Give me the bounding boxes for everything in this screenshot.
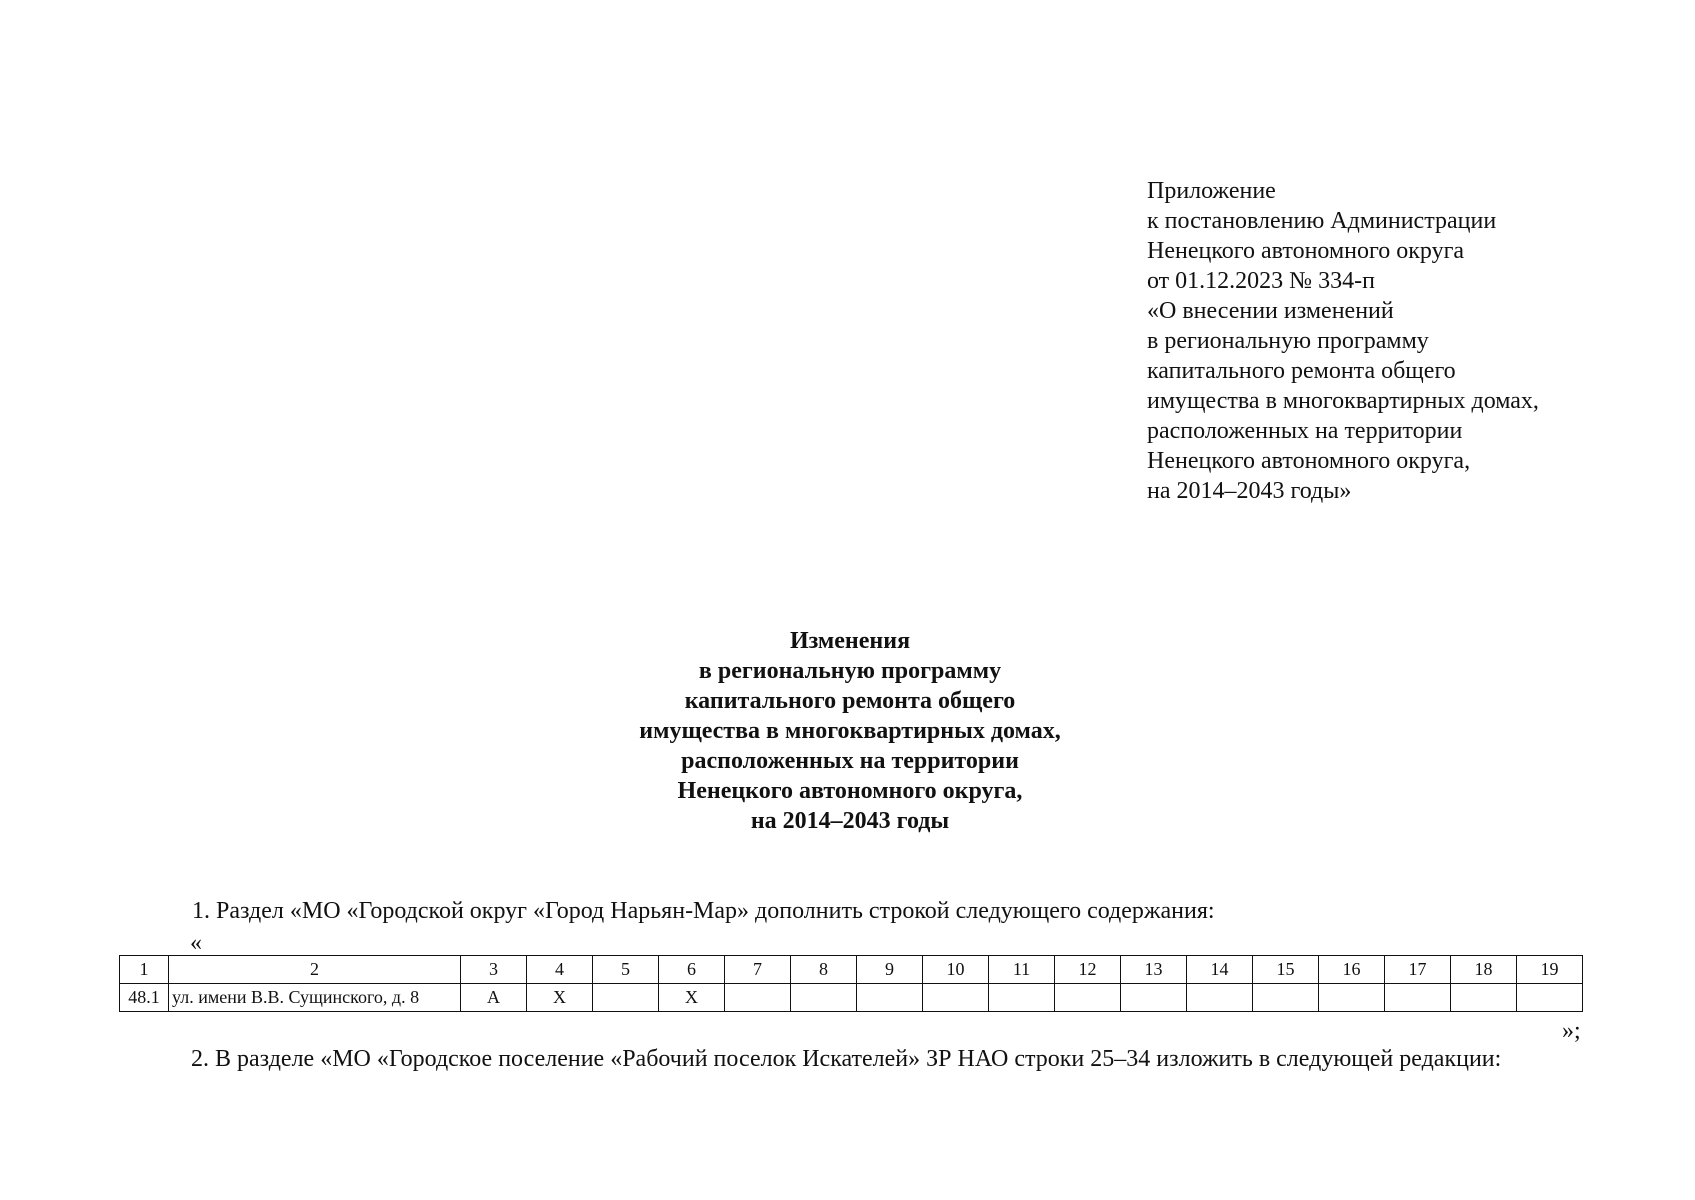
header-cell: 17: [1385, 956, 1451, 984]
appendix-line: капитального ремонта общего: [1147, 358, 1456, 384]
table-cell: Х: [659, 984, 725, 1012]
appendix-line: Приложение: [1147, 178, 1276, 204]
header-cell: 2: [169, 956, 461, 984]
header-cell: 11: [989, 956, 1055, 984]
header-cell: 19: [1517, 956, 1583, 984]
header-cell: 12: [1055, 956, 1121, 984]
header-cell: 14: [1187, 956, 1253, 984]
header-cell: 7: [725, 956, 791, 984]
appendix-line: от 01.12.2023 № 334-п: [1147, 268, 1375, 294]
table-cell: [791, 984, 857, 1012]
title-line: капитального ремонта общего: [684, 688, 1016, 714]
open-quote: «: [190, 930, 202, 956]
title-line: Изменения: [789, 628, 911, 654]
table-cell: [1187, 984, 1253, 1012]
header-cell: 9: [857, 956, 923, 984]
header-cell: 5: [593, 956, 659, 984]
appendix-line: расположенных на территории: [1147, 418, 1463, 444]
appendix-line: Ненецкого автономного округа,: [1147, 448, 1471, 474]
appendix-block: [1147, 176, 1667, 506]
table-cell: [593, 984, 659, 1012]
appendix-line: Ненецкого автономного округа: [1147, 238, 1465, 264]
table-cell: [1319, 984, 1385, 1012]
table-cell: [923, 984, 989, 1012]
header-cell: 10: [923, 956, 989, 984]
table-cell: [1517, 984, 1583, 1012]
table-cell: [1451, 984, 1517, 1012]
table-cell: [1253, 984, 1319, 1012]
address-cell: ул. имени В.В. Сущинского, д. 8: [169, 984, 461, 1012]
close-quote: »;: [1562, 1018, 1581, 1044]
header-cell: 1: [120, 956, 169, 984]
title-line: на 2014–2043 годы: [750, 808, 950, 834]
header-cell: 13: [1121, 956, 1187, 984]
title-line: расположенных на территории: [681, 748, 1019, 774]
table-cell: [1385, 984, 1451, 1012]
appendix-line: к постановлению Администрации: [1147, 208, 1497, 234]
amendment-table: [119, 955, 1583, 1012]
title-line: Ненецкого автономного округа,: [677, 778, 1023, 804]
header-cell: 18: [1451, 956, 1517, 984]
title-line: имущества в многоквартирных домах,: [639, 718, 1061, 744]
appendix-line: на 2014–2043 годы»: [1147, 478, 1352, 504]
header-cell: 8: [791, 956, 857, 984]
table-row: [120, 984, 1583, 1012]
appendix-line: «О внесении изменений: [1147, 298, 1394, 324]
appendix-line: в региональную программу: [1147, 328, 1429, 354]
table-cell: Х: [527, 984, 593, 1012]
table-cell: [989, 984, 1055, 1012]
table-cell: [1121, 984, 1187, 1012]
header-cell: 6: [659, 956, 725, 984]
table-cell: [1055, 984, 1121, 1012]
document-title: [560, 626, 1140, 836]
paragraph-1: 1. Раздел «МО «Городской округ «Город Нарьян-Мар» дополнить строкой следующего содержания:: [192, 898, 1215, 924]
paragraph-2: 2. В разделе «МО «Городское поселение «Рабочий поселок Искателей» ЗР НАО строки 25–34 изложить в следующей редакции:: [191, 1046, 1502, 1072]
table-header-row: [120, 956, 1583, 984]
header-cell: 3: [461, 956, 527, 984]
header-cell: 16: [1319, 956, 1385, 984]
appendix-line: имущества в многоквартирных домах,: [1147, 388, 1539, 414]
header-cell: 15: [1253, 956, 1319, 984]
table-cell: [857, 984, 923, 1012]
table-cell: А: [461, 984, 527, 1012]
title-line: в региональную программу: [698, 658, 1002, 684]
row-number-cell: 48.1: [120, 984, 169, 1012]
header-cell: 4: [527, 956, 593, 984]
table-cell: [725, 984, 791, 1012]
